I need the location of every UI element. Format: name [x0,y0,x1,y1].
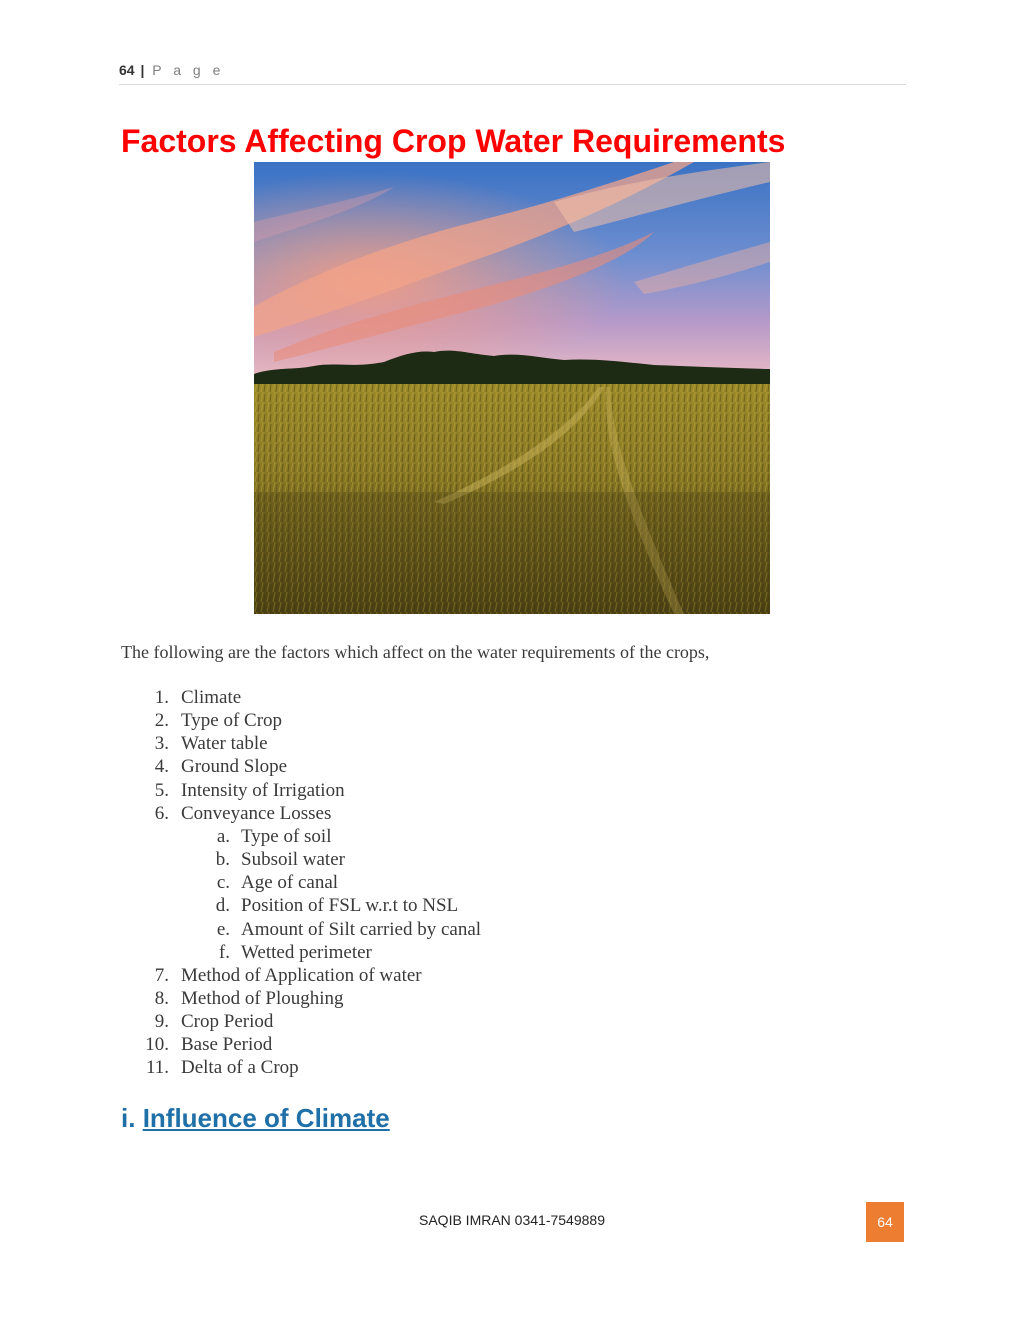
list-marker: 9. [154,1011,169,1033]
list-marker: 6. [154,802,169,824]
footer-page-number: 64 [866,1202,904,1242]
list-item-text: Type of soil [241,825,332,847]
list-marker: 2. [154,710,169,732]
list-item-text: Method of Ploughing [181,987,344,1009]
list-marker: 1. [154,687,169,708]
list-item-text: Crop Period [181,1011,274,1033]
list-marker: c. [216,872,230,894]
list-item-text: Ground Slope [181,756,288,778]
list-marker: f. [218,941,230,963]
list-marker: e. [216,918,230,940]
list-marker: 11. [145,1057,169,1079]
page-title: Factors Affecting Crop Water Requirements [121,123,786,159]
list-marker: 7. [154,964,169,986]
list-item-text: Amount of Silt carried by canal [241,918,482,940]
list-item-text: Climate [181,687,242,708]
intro-paragraph: The following are the factors which affect on the water requirements of the crops, [121,642,710,662]
list-item-text: Subsoil water [241,849,345,871]
list-marker: 5. [154,779,169,801]
wheat-field-photo [254,162,770,614]
list-item-text: Type of Crop [181,710,283,732]
list-marker: a. [216,825,230,847]
list-marker: 10. [145,1034,169,1056]
list-item-text: Method of Application of water [181,964,422,986]
list-item-text: Position of FSL w.r.t to NSL [241,895,459,917]
section-heading [121,1100,390,1136]
list-item-text: Delta of a Crop [181,1057,299,1079]
list-marker: d. [215,895,230,917]
section-heading-prefix: i. [121,1103,136,1133]
list-item-text: Age of canal [241,872,339,894]
list-item-text: Base Period [181,1034,273,1056]
header-page-word: P a g e [152,62,225,78]
list-marker: 4. [154,756,169,778]
footer-author: SAQIB IMRAN 0341-7549889 [419,1212,605,1228]
list-item-text: Wetted perimeter [241,941,372,963]
header-separator: | [140,62,145,78]
list-marker: 8. [154,987,169,1009]
list-marker: 3. [154,733,169,755]
list-item-text: Conveyance Losses [181,802,332,824]
section-heading-text: Influence of Climate [142,1103,390,1133]
list-item-text: Water table [181,733,268,755]
header-page-number: 64 [119,62,135,78]
list-item-text: Intensity of Irrigation [181,779,345,801]
page-header [119,62,906,85]
list-marker: b. [215,849,230,871]
